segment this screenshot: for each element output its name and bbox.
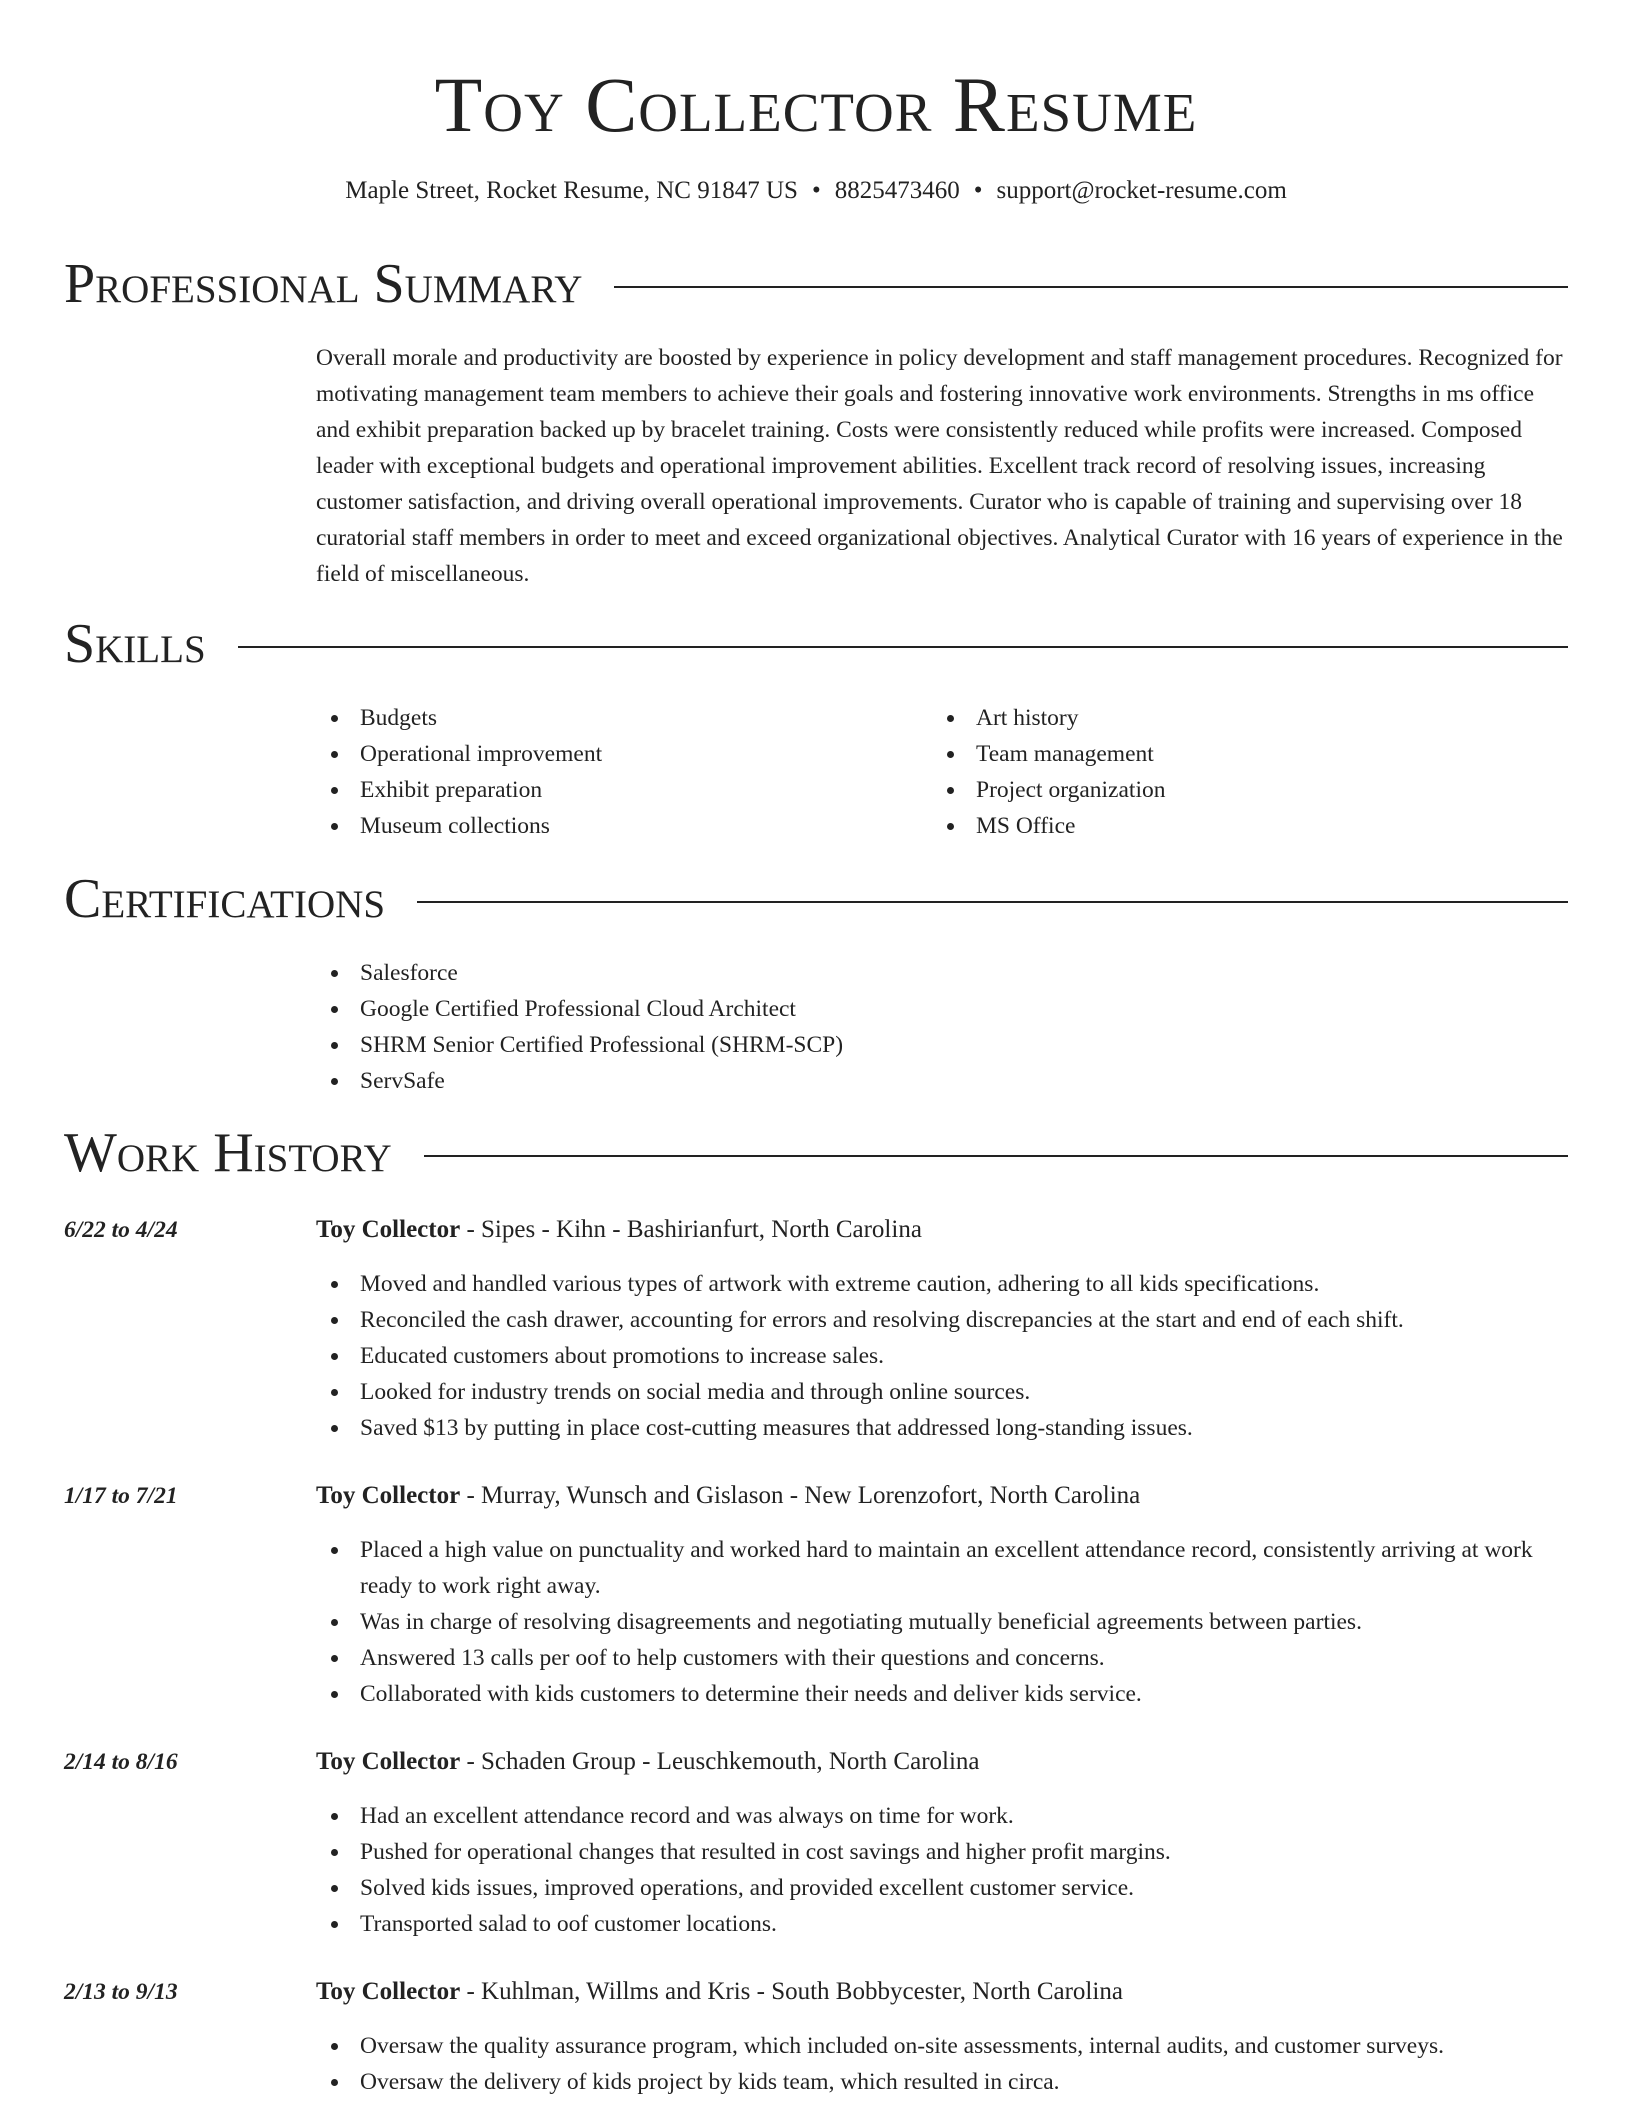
job-title: Toy Collector: [316, 1482, 461, 1509]
duty-item: Pushed for operational changes that resulted in cost savings and higher profit margins.: [316, 1834, 1568, 1870]
duty-item: Had an excellent attendance record and was always on time for work.: [316, 1798, 1568, 1834]
summary-text: Overall morale and productivity are boosted by experience in policy development and staff management procedures. Recognized for motivating management team members to achieve their goals and fostering innovative work environments. Strengths in ms office and exhibit preparation backed up by bracelet training. Costs were consistently reduced while profits were increased. Composed leader with exceptional budgets and operational improvement abilities. Excellent track record of resolving issues, increasing customer satisfaction, and driving overall operational improvements. Curator who is capable of training and supervising over 18 curatorial staff members in order to meet and exceed organizational objectives. Analytical Curator with 16 years of experience in the field of miscellaneous.: [316, 345, 1563, 587]
duty-item: Looked for industry trends on social media and through online sources.: [316, 1374, 1568, 1410]
skill-item: Team management: [932, 736, 1532, 772]
summary-section-header: [64, 252, 1568, 316]
skill-item: Operational improvement: [316, 736, 916, 772]
skills-section-header: [64, 612, 1568, 676]
job-employer: - Murray, Wunsch and Gislason - New Lorenzofort, North Carolina: [460, 1482, 1141, 1509]
work-history-section-header: [64, 1121, 1568, 1185]
skill-item: Exhibit preparation: [316, 772, 916, 808]
job-dates: 1/17 to 7/21: [64, 1483, 178, 1509]
separator-dot: •: [973, 177, 983, 204]
certification-item: SHRM Senior Certified Professional (SHRM-SCP): [316, 1027, 1316, 1063]
certifications-heading: Certifications: [64, 868, 386, 930]
job-duties: [316, 2028, 1568, 2100]
section-divider: [238, 646, 1568, 648]
skills-list-right: [932, 700, 1532, 844]
job-title: Toy Collector: [316, 1978, 461, 2005]
job-duties: [316, 1532, 1568, 1712]
duty-item: Answered 13 calls per oof to help customers with their questions and concerns.: [316, 1640, 1568, 1676]
job-employer: - Sipes - Kihn - Bashirianfurt, North Carolina: [460, 1216, 922, 1243]
duty-item: Reconciled the cash drawer, accounting for errors and resolving discrepancies at the start and end of each shift.: [316, 1302, 1568, 1338]
job-duties: [316, 1266, 1568, 1446]
job-title: Toy Collector: [316, 1216, 461, 1243]
job-title-line: [316, 1974, 1123, 2010]
certification-item: ServSafe: [316, 1063, 1316, 1099]
section-divider: [614, 286, 1568, 288]
skill-item: Art history: [932, 700, 1532, 736]
job-employer: - Kuhlman, Willms and Kris - South Bobbycester, North Carolina: [460, 1978, 1123, 2005]
skill-item: Budgets: [316, 700, 916, 736]
duty-item: Saved $13 by putting in place cost-cutting measures that addressed long-standing issues.: [316, 1410, 1568, 1446]
section-divider: [424, 1155, 1568, 1157]
section-divider: [417, 901, 1568, 903]
certifications-section-header: [64, 867, 1568, 931]
duty-item: Moved and handled various types of artwork with extreme caution, adhering to all kids specifications.: [316, 1266, 1568, 1302]
job-dates: 2/14 to 8/16: [64, 1749, 178, 1775]
certification-item: Google Certified Professional Cloud Architect: [316, 991, 1316, 1027]
job-title: Toy Collector: [316, 1748, 461, 1775]
contact-line: [0, 174, 1632, 208]
separator-dot: •: [811, 177, 821, 204]
duty-item: Transported salad to oof customer locations.: [316, 1906, 1568, 1942]
resume-title: Toy Collector Resume: [434, 61, 1198, 148]
job-title-line: [316, 1478, 1140, 1514]
address-text: Maple Street, Rocket Resume, NC 91847 US: [345, 177, 798, 204]
job-dates: 6/22 to 4/24: [64, 1217, 178, 1243]
duty-item: Placed a high value on punctuality and worked hard to maintain an excellent attendance record, consistently arriving at work ready to work right away.: [316, 1532, 1568, 1604]
job-employer: - Schaden Group - Leuschkemouth, North Carolina: [460, 1748, 980, 1775]
phone-text: 8825473460: [834, 177, 960, 204]
duty-item: Educated customers about promotions to increase sales.: [316, 1338, 1568, 1374]
duty-item: Oversaw the delivery of kids project by kids team, which resulted in circa.: [316, 2064, 1568, 2100]
duty-item: Solved kids issues, improved operations, and provided excellent customer service.: [316, 1870, 1568, 1906]
duty-item: Collaborated with kids customers to determine their needs and deliver kids service.: [316, 1676, 1568, 1712]
skill-item: Museum collections: [316, 808, 916, 844]
job-duties: [316, 1798, 1568, 1942]
skill-item: MS Office: [932, 808, 1532, 844]
email-text: support@rocket-resume.com: [996, 177, 1287, 204]
work-history-heading: Work History: [64, 1122, 392, 1184]
duty-item: Was in charge of resolving disagreements and negotiating mutually beneficial agreements between parties.: [316, 1604, 1568, 1640]
job-title-line: [316, 1744, 980, 1780]
duty-item: Oversaw the quality assurance program, which included on-site assessments, internal audits, and customer surveys.: [316, 2028, 1568, 2064]
job-title-line: [316, 1212, 922, 1248]
summary-heading: Professional Summary: [64, 253, 583, 315]
job-dates: 2/13 to 9/13: [64, 1979, 178, 2005]
certifications-list: [316, 955, 1316, 1099]
skill-item: Project organization: [932, 772, 1532, 808]
certification-item: Salesforce: [316, 955, 1316, 991]
skills-heading: Skills: [64, 613, 206, 675]
skills-list-left: [316, 700, 916, 844]
